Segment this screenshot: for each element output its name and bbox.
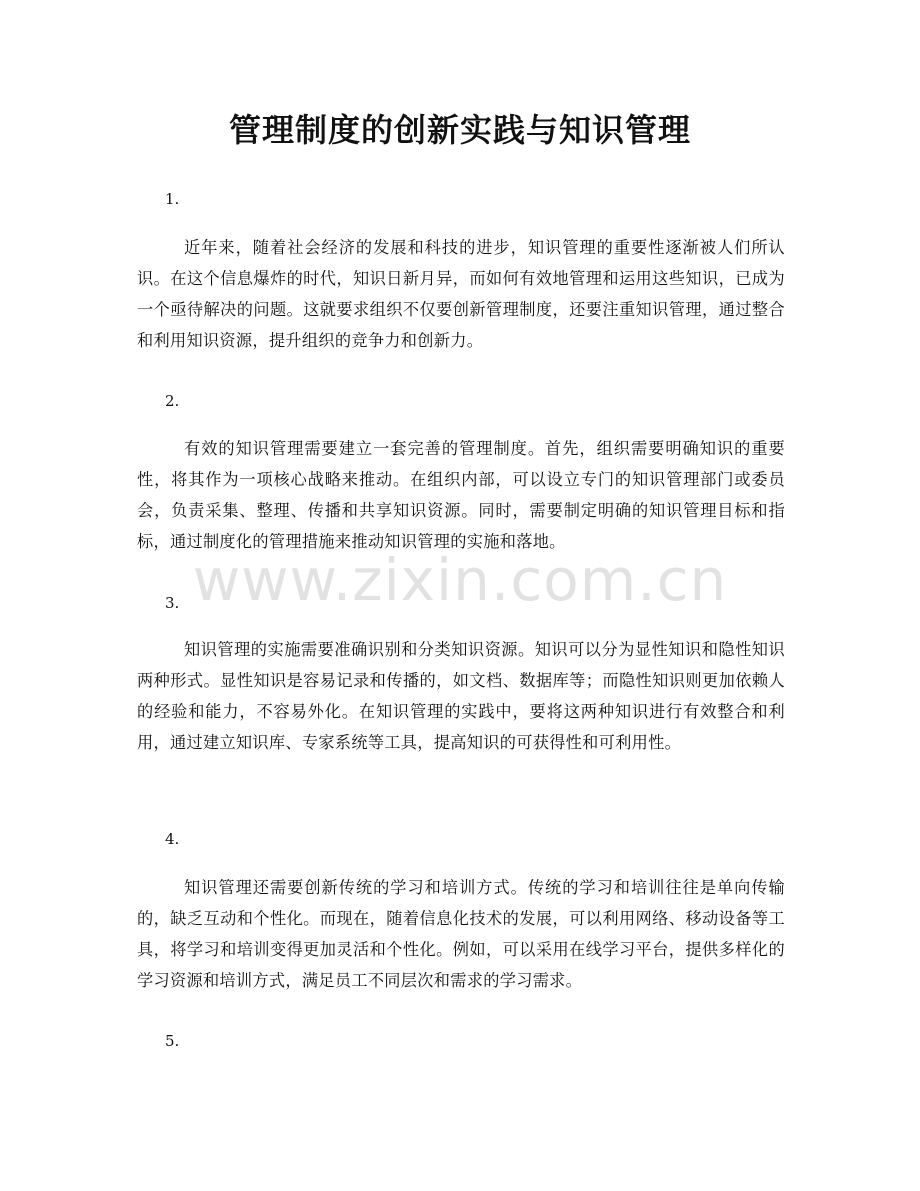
section-paragraph: 知识管理还需要创新传统的学习和培训方式。传统的学习和培训往往是单向传输的，缺乏互动和个性化。而现在，随着信息化技术的发展，可以利用网络、移动设备等工具，将学习和培训变得更加灵活和个性化。例如，可以采用在线学习平台，提供多样化的学习资源和培训方式，满足员工不同层次和需求的学习需求。: [137, 878, 785, 990]
section-paragraph: 近年来，随着社会经济的发展和科技的进步，知识管理的重要性逐渐被人们所认识。在这个信息爆炸的时代，知识日新月异，而如何有效地管理和运用这些知识，已成为一个亟待解决的问题。这就要求组织不仅要创新管理制度，还要注重知识管理，通过整合和利用知识资源，提升组织的竞争力和创新力。: [137, 238, 785, 350]
section-number: 2.: [165, 392, 180, 410]
section-number: 5.: [165, 1032, 180, 1050]
watermark-text: www.zixin.com.cn: [192, 546, 728, 614]
section-number: 3.: [165, 594, 180, 612]
document-title: 管理制度的创新实践与知识管理: [228, 111, 691, 149]
section-paragraph: 有效的知识管理需要建立一套完善的管理制度。首先，组织需要明确知识的重要性，将其作为一项核心战略来推动。在组织内部，可以设立专门的知识管理部门或委员会，负责采集、整理、传播和共享知识资源。同时，需要制定明确的知识管理目标和指标，通过制度化的管理措施来推动知识管理的实施和落地。: [137, 439, 785, 551]
section-number: 1.: [165, 190, 180, 208]
section-paragraph: 知识管理的实施需要准确识别和分类知识资源。知识可以分为显性知识和隐性知识两种形式。显性知识是容易记录和传播的，如文档、数据库等；而隐性知识则更加依赖人的经验和能力，不容易外化。在知识管理的实践中，要将这两种知识进行有效整合和利用，通过建立知识库、专家系统等工具，提高知识的可获得性和可利用性。: [137, 640, 785, 752]
section-number: 4.: [165, 830, 180, 848]
